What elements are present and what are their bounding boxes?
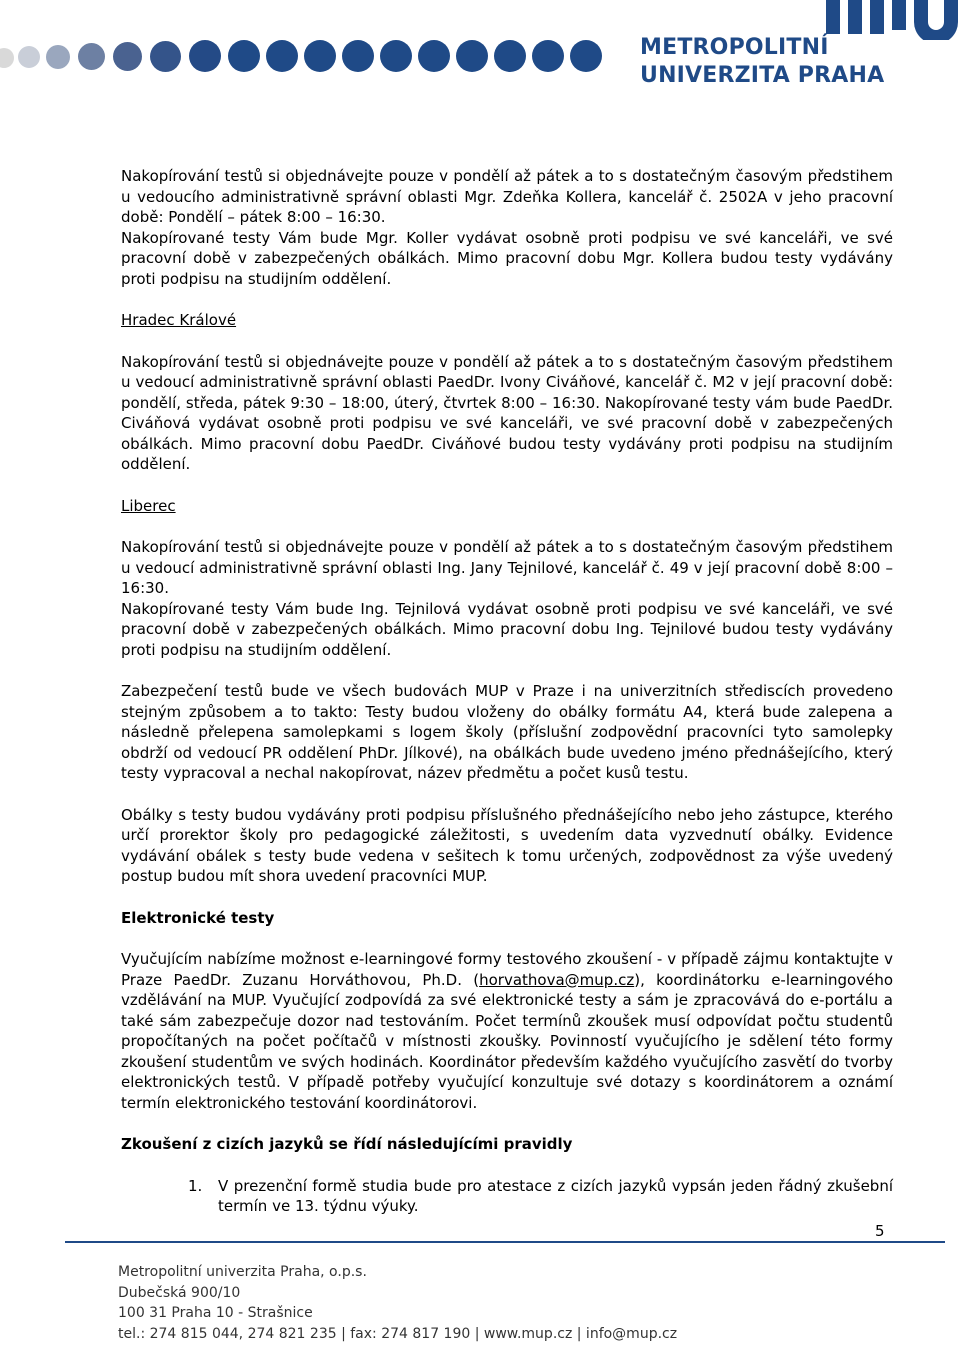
paragraph: Nakopírování testů si objednávejte pouze v pondělí až pátek a to s dostatečným časovým předstihem u vedoucího administrativně správní oblasti Mgr. Zdeňka Kollera, kancelář č. 2502A v jeho pracovní době: Pondělí – pátek 8:00 – 16:30. bbox=[121, 167, 893, 226]
section-heading-liberec: Liberec bbox=[121, 496, 176, 515]
dot bbox=[150, 41, 181, 72]
dot bbox=[78, 43, 105, 70]
document-body bbox=[121, 166, 893, 1217]
dot bbox=[342, 40, 374, 72]
dot bbox=[228, 40, 260, 72]
dot bbox=[46, 45, 70, 69]
section-heading-hradec: Hradec Králové bbox=[121, 311, 237, 329]
footer-city: 100 31 Praha 10 - Strašnice bbox=[118, 1305, 313, 1321]
paragraph: Nakopírování testů si objednávejte pouze v pondělí až pátek a to s dostatečným časovým předstihem u vedoucí administrativně správní oblasti PaedDr. Ivony Civáňové, kancelář č. M2 v její pracovní době: pondělí, středa, pátek 9:30 – 18:00, úterý, čtvrtek 8:00 – 16:30. Nakopírované testy vám bude PaedDr. Civáňová vydávat osobně proti podpisu ve své kanceláři, ve své pracovní době v zabezpečených obálkách. Mimo pracovní dobu PaedDr. Civáňové budou testy vydávány proti podpisu na studijním oddělení. bbox=[121, 352, 893, 473]
dot bbox=[380, 40, 412, 72]
dot bbox=[18, 46, 40, 68]
dot bbox=[113, 42, 142, 71]
numbered-list bbox=[121, 1176, 893, 1217]
text: ), koordinátorku e-learningového vzdělávání na MUP. Vyučující zodpovídá za své elektronické testy a sám je zpracovává do e-portálu a také sám zabezpečuje dozor nad testováním. Počet termínů zkoušek musí odpovídat počtu studentů propočítaných na počet počítačů v místnosti zkoušky. Povinností vyučujícího je sdělení této formy zkoušení studentům ve svých hodinách. Koordinátor především každého vyučujícího zasvětí do tvorby elektronických testů. V případě potřeby vyučující konzultuje své dotazy s koordinátorem a oznámí termín elektronického testování koordinátorovi. bbox=[121, 970, 893, 1112]
brand-line-2: UNIVERZITA PRAHA bbox=[640, 63, 885, 88]
page-number: 5 bbox=[875, 1222, 885, 1240]
paragraph: Nakopírování testů si objednávejte pouze v pondělí až pátek a to s dostatečným časovým předstihem u vedoucí administrativně správní oblasti Ing. Jany Tejnilové, kancelář č. 49 v její pracovní době 8:00 – 16:30. bbox=[121, 538, 893, 597]
section-heading-jazyky: Zkoušení z cizích jazyků se řídí následujícími pravidly bbox=[121, 1135, 573, 1153]
dot bbox=[456, 40, 488, 72]
text: Vyučujícím nabízíme možnost e-learningové formy testového zkoušení - v případě zájmu kontaktujte v Praze PaedDr. Zuzanu Horváthovou, Ph.D. ( bbox=[121, 950, 893, 989]
dot bbox=[494, 40, 526, 72]
paragraph: Zabezpečení testů bude ve všech budovách MUP v Praze i na univerzitních střediscích provedeno stejným způsobem a to takto: Testy budou vloženy do obálky formátu A4, která bude zalepena a následně přelepena samolepkami s logem školy (příslušní zodpovědní pracovníci tyto samolepky obdrží od vedoucí PR oddělení PhDr. Jílkové), na obálkách bude uvedeno jméno přednášejícího, který testy vypracoval a nechal nakopírovat, název předmětu a počet kusů testu. bbox=[121, 682, 893, 782]
footer-street: Dubečská 900/10 bbox=[118, 1284, 241, 1301]
dot bbox=[570, 40, 602, 72]
paragraph: Nakopírované testy Vám bude Ing. Tejnilová vydávat osobně proti podpisu ve své kanceláři, ve své pracovní době v zabezpečených obálkách. Mimo pracovní dobu Ing. Tejnilové budou testy vydávány proti podpisu na studijním oddělení. bbox=[121, 599, 893, 659]
paragraph: Nakopírované testy Vám bude Mgr. Koller vydávat osobně proti podpisu ve své kanceláři, ve své pracovní době v zabezpečených obálkách. Mimo pracovní dobu Mgr. Kollera budou testy vydávány proti podpisu na studijním oddělení. bbox=[121, 228, 893, 288]
page-footer bbox=[118, 1262, 818, 1344]
dot bbox=[418, 40, 450, 72]
dot bbox=[304, 40, 336, 72]
page-header bbox=[0, 0, 960, 110]
footer-contacts: tel.: 274 815 044, 274 821 235 | fax: 274 817 190 | www.mup.cz | info@mup.cz bbox=[118, 1325, 678, 1342]
email-link[interactable]: horvathova@mup.cz bbox=[479, 970, 635, 989]
dot bbox=[0, 48, 14, 68]
list-item: V prezenční formě studia bude pro atestace z cizích jazyků vypsán jeden řádný zkušební termín ve 13. týdnu výuky. bbox=[218, 1176, 893, 1215]
section-heading-elektronicke: Elektronické testy bbox=[121, 908, 275, 927]
footer-org: Metropolitní univerzita Praha, o.p.s. bbox=[118, 1264, 367, 1280]
brand-name bbox=[640, 34, 940, 90]
list-number: 1. bbox=[188, 1176, 203, 1195]
paragraph: Obálky s testy budou vydávány proti podpisu příslušného přednášejícího nebo jeho zástupce, kterého určí prorektor školy pro pedagogické záležitosti, s uvedením data vyzvednutí obálky. Evidence vydávání obálek s testy bude vedena v sešitech k tomu určených, zodpovědnost za výše uvedený postup budou mít shora uvedení pracovníci MUP. bbox=[121, 805, 893, 885]
paragraph-elearning bbox=[121, 949, 893, 1113]
brand-line-1: METROPOLITNÍ bbox=[640, 35, 829, 60]
dot bbox=[532, 40, 564, 72]
dot bbox=[189, 40, 221, 72]
dot bbox=[266, 40, 298, 72]
footer-divider bbox=[65, 1241, 945, 1243]
